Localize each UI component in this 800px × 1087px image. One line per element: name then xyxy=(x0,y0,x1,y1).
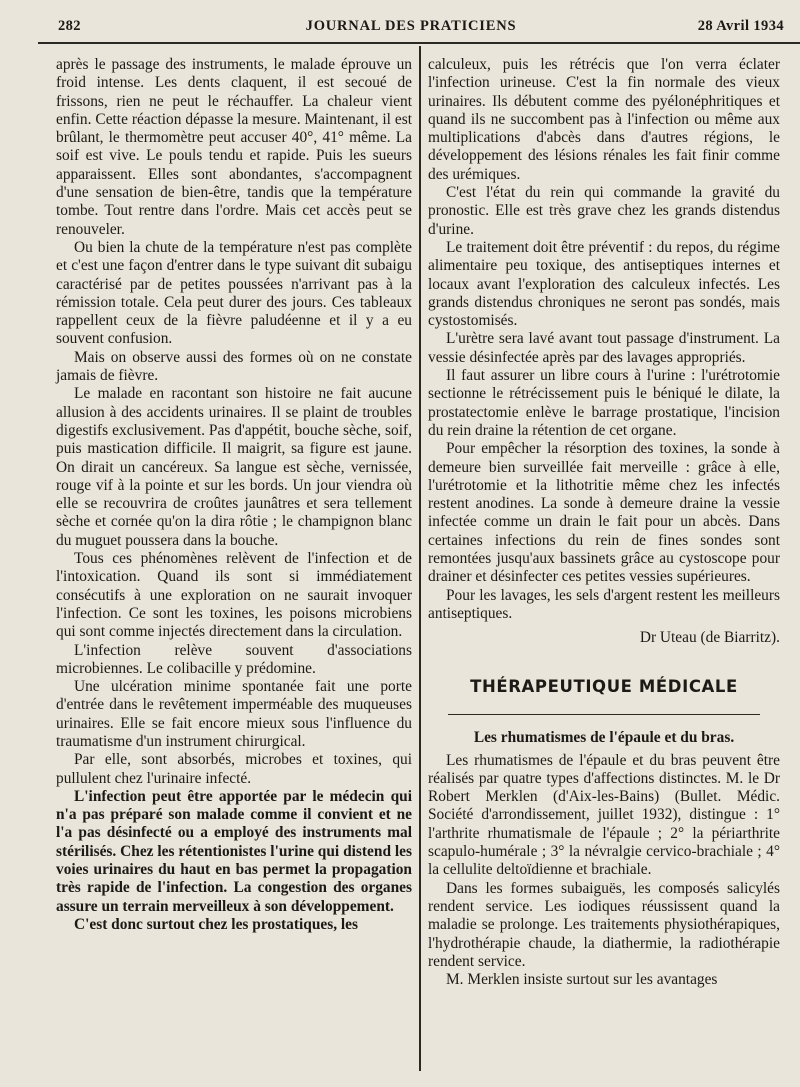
paragraph: M. Merklen insiste surtout sur les avantages xyxy=(446,971,718,989)
paragraph: Le traitement doit être préventif : du repos, du régime alimentaire peu toxique, des antiseptiques internes et locaux avant l'exploration des calculeux infectés. Les grands distendus chroniques ne seront pas sondés, mais cystostomisés. xyxy=(428,238,780,330)
article-title: Les rhumatismes de l'épaule et du bras. xyxy=(473,729,735,747)
header-rule xyxy=(38,42,800,44)
paragraph: Ou bien la chute de la température n'est pas complète et c'est une façon d'entrer dans le type suivant dit subaigu caractérisé par de petites poussées n'arrivant pas à la rémission totale. Cela peut durer des jours. Ces tableaux rappellent ceux de la fièvre paludéenne et il y a eu souvent confusion. xyxy=(56,238,412,348)
page-header xyxy=(38,18,784,40)
paragraph: Les rhumatismes de l'épaule et du bras peuvent être réalisés par quatre types d'affections distinctes. M. le Dr Robert Merklen (d'Aix-les-Bains) (Bullet. Médic. Société d'arrondissement, juillet 1932), distingue : 1° l'arthrite rhumatismale de l'épaule ; 2° la périarthrite scapulo-humérale ; 3° la névralgie cervico-brachiale ; 4° la cellulite deltoïdienne et brachiale. xyxy=(428,751,780,879)
paragraph: Pour empêcher la résorption des toxines, la sonde à demeure bien surveillée fait merveille : grâce à elle, l'urétrotomie et la lithotritie même chez les infectés restent anodines. La sonde à demeure draine la vessie infectée comme un drain le fait pour un abcès. Dans certaines infections du rein de fines sondes sont remontées jusqu'aux bassinets grâce au cystoscope pour drainer et désinfecter ces petites vessies supérieures. xyxy=(428,440,780,586)
paragraph: Pour les lavages, les sels d'argent restent les meilleurs antiseptiques. xyxy=(428,586,780,622)
paragraph: Par elle, sont absorbés, microbes et toxines, qui pullulent chez l'urinaire infecté. xyxy=(56,751,412,787)
paragraph: Une ulcération minime spontanée fait une porte d'entrée dans le revêtement imperméable des muqueuses urinaires. Elle se fait encore mieux sous l'influence du traumatisme d'un instrument chirurgical. xyxy=(56,678,412,750)
left-column xyxy=(56,56,412,934)
right-column xyxy=(428,56,780,989)
paragraph: L'urètre sera lavé avant tout passage d'instrument. La vessie désinfectée après par des lavages appropriés. xyxy=(428,330,780,366)
issue-date: 28 Avril 1934 xyxy=(697,18,784,34)
section-title: THÉRAPEUTIQUE MÉDICALE xyxy=(470,676,738,696)
column-divider xyxy=(419,46,421,1071)
paragraph: Mais on observe aussi des formes où on ne constate jamais de fièvre. xyxy=(56,348,412,385)
paragraph: Dans les formes subaiguës, les composés salicylés rendent service. Les iodiques réussissent quand la maladie se prolonge. Les traitements physiothérapiques, l'hydrothérapie chaude, la diathermie, la radiothérapie rendent service. xyxy=(428,879,780,970)
paragraph: C'est donc surtout chez les prostatiques, les xyxy=(74,915,359,933)
section-rule xyxy=(448,714,760,716)
page-number: 282 xyxy=(58,18,81,34)
journal-title: JOURNAL DES PRATICIENS xyxy=(305,18,517,34)
paragraph: Le malade en racontant son histoire ne fait aucune allusion à des accidents urinaires. Il se plaint de troubles digestifs exclusivement. Pas d'appétit, bouche sèche, soif, puis mastication difficile. Il maigrit, sa figure est jaune. On dirait un cancéreux. Sa langue est sèche, vernissée, rouge vif à la pointe et sur les bords. Un jour viendra où elle se recouvrira de croûtes jaunâtres et sera tellement sèche et cornée qu'on la dira rôtie ; le champignon blanc du muguet poussera dans la bouche. xyxy=(56,385,412,549)
paragraph: L'infection peut être apportée par le médecin qui n'a pas préparé son malade comme il convient et ne l'a pas désinfecté ou a employé des instruments mal stérilisés. Chez les rétentionistes l'urine qui distend les voies urinaires du haut en bas permet la propagation très rapide de l'infection. La congestion des organes assure un terrain merveilleux à son développement. xyxy=(56,787,412,915)
paragraph: L'infection relève souvent d'associations microbiennes. Le colibacille y prédomine. xyxy=(56,641,412,677)
paragraph: C'est l'état du rein qui commande la gravité du pronostic. Elle est très grave chez les grands distendus d'urine. xyxy=(428,184,780,238)
paragraph: après le passage des instruments, le malade éprouve un froid intense. Les dents claquent, il est secoué de frissons, rien ne peut le réchauffer. La chaleur vient enfin. Cette réaction dépasse la mesure. Maintenant, il est brûlant, le thermomètre peut accuser 40°, 41° même. La soif est vive. Le pouls tendu et rapide. Puis les sueurs apparaissent. Elles sont abondantes, s'accompagnent d'une sensation de bien-être, tandis que la température tombe. Tout rentre dans l'ordre. Mais cet accès peut se renouveler. xyxy=(56,56,412,238)
paragraph: Il faut assurer un libre cours à l'urine : l'urétrotomie sectionne le rétrécissement puis le béniqué le dilate, la prostatectomie enlève le barrage prostatique, l'incision du rein draine la rétention de cet organe. xyxy=(428,367,780,439)
paragraph: calculeux, puis les rétrécis que l'on verra éclater l'infection urineuse. C'est la fin normale des vieux urinaires. Ils débutent comme des pyélonéphritiques et quand ils ne succombent pas à l'infection ou même aux multiplications d'abcès dans d'autres régions, le développement des lésions rénales les fait finir comme des urémiques. xyxy=(428,56,780,183)
paragraph: Tous ces phénomènes relèvent de l'infection et de l'intoxication. Quand ils sont si immédiatement consécutifs à une exploration on ne saurait invoquer l'infection. Ce sont les toxines, les poisons microbiens qui sont comme injectés directement dans la circulation. xyxy=(56,550,412,641)
author-signature: Dr Uteau (de Biarritz). xyxy=(639,629,780,647)
